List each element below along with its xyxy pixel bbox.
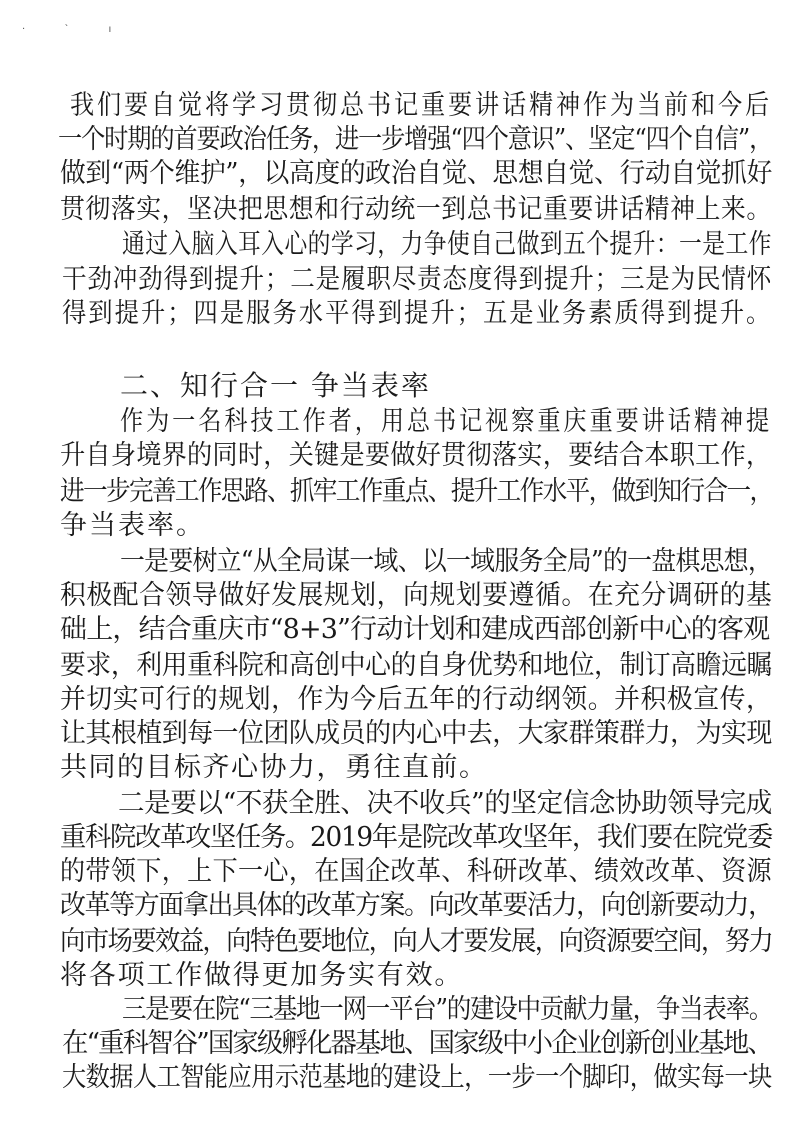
text-line: 贯彻落实，坚决把思想和行动统一到总书记重要讲话精神上来。: [60, 194, 772, 225]
text-line: 进一步完善工作思路、抓牢工作重点、提升工作水平，做到知行合一，: [60, 476, 773, 507]
text-line: 积极配合领导做好发展规划，向规划要遵循。在充分调研的基: [60, 580, 773, 611]
text-line: 一个时期的首要政治任务，进一步增强“四个意识”、坚定“四个自信”，: [58, 124, 773, 155]
text-line: 大数据人工智能应用示范基地的建设上，一步一个脚印，做实每一块: [62, 1062, 772, 1093]
text-line: 一是要树立“从全局谋一域、以一域服务全局”的一盘棋思想，: [120, 546, 773, 577]
text-line: 改革等方面拿出具体的改革方案。向改革要活力，向创新要动力，: [60, 890, 773, 921]
text-line: 并切实可行的规划，作为今后五年的行动纲领。并积极宣传，: [60, 684, 773, 715]
text-line: 得到提升；四是服务水平得到提升；五是业务素质得到提升。: [62, 298, 773, 329]
text-line: 础上，结合重庆市“8+3”行动计划和建成西部创新中心的客观: [60, 614, 770, 645]
text-line: 我们要自觉将学习贯彻总书记重要讲话精神作为当前和今后: [70, 90, 772, 121]
text-line: 作为一名科技工作者，用总书记视察重庆重要讲话精神提: [120, 406, 773, 437]
text-line: 将各项工作做得更加务实有效。: [60, 960, 464, 991]
text-line: 三是要在院“三基地一网一平台”的建设中贡献力量，争当表率。: [122, 994, 773, 1025]
text-line: 通过入脑入耳入心的学习，力争使自己做到五个提升：一是工作: [122, 229, 772, 260]
text-line: 做到“两个维护”，以高度的政治自觉、思想自觉、行动自觉抓好: [60, 158, 773, 189]
text-line: 向市场要效益，向特色要地位，向人才要发展，向资源要空间，努力: [60, 926, 773, 957]
text-line: 要求，利用重科院和高创中心的自身优势和地位，制订高瞻远瞩: [60, 650, 773, 681]
section-heading: 二、知行合一 争当表率: [120, 369, 431, 402]
corner-marks: · ˋ ı: [22, 24, 130, 35]
text-line: 让其根植到每一位团队成员的内心中去，大家群策群力，为实现: [60, 718, 772, 749]
text-line: 二是要以“不获全胜、决不收兵”的坚定信念协助领导完成: [118, 788, 772, 819]
text-line: 升自身境界的同时，关键是要做好贯彻落实，要结合本职工作，: [60, 440, 772, 471]
text-line: 争当表率。: [60, 510, 205, 541]
text-line: 干劲冲劲得到提升；二是履职尽责态度得到提升；三是为民情怀: [62, 264, 773, 295]
text-line: 在“重科智谷”国家级孵化器基地、国家级中小企业创新创业基地、: [62, 1028, 772, 1059]
text-line: 共同的目标齐心协力，勇往直前。: [60, 752, 488, 783]
text-line: 的带领下，上下一心，在国企改革、科研改革、绩效改革、资源: [60, 856, 772, 887]
text-line: 重科院改革攻坚任务。2019年是院改革攻坚年，我们要在院党委: [60, 822, 772, 853]
